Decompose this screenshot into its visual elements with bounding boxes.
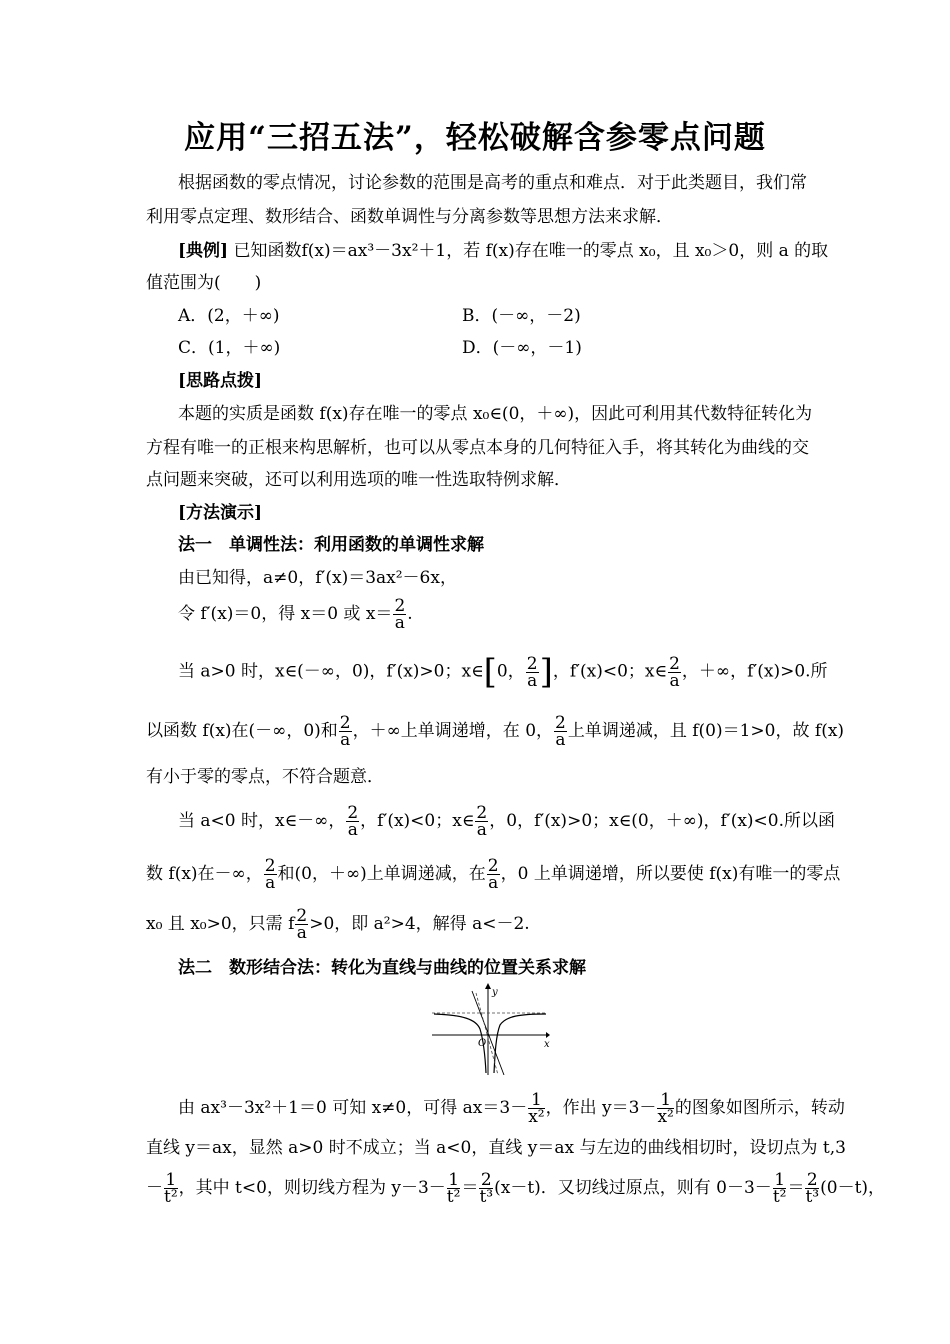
y-axis-label: y xyxy=(492,987,498,998)
demo-heading: [方法演示] xyxy=(178,503,263,523)
method-2-line-2: 直线 y＝ax，显然 a>0 时不成立；当 a<0，直线 y＝ax 与左边的曲线相切时，设切点为 t,3 xyxy=(146,1138,846,1158)
fraction-2-over-a: $\frac{2}{a}$ xyxy=(394,596,406,633)
page-title: 应用“三招五法”，轻松破解含参零点问题 xyxy=(184,120,766,156)
hint-line-3: 点问题来突破，还可以利用选项的唯一性选取特例求解． xyxy=(146,470,571,490)
method-2-line-3: － $\frac{1}{\text{t²}}$ ，其中 t<0，则切线方程为 y－3－ $\frac{1}{\text{t²}}$ ＝ $\frac{2}{\text{t³}}$ (x－t)．又切线过原点，则有 0－3－ $\frac{1}{\text{t²}}$ ＝ $\frac{2}{\text{t³}}$ (0－t)， xyxy=(146,1170,886,1207)
hint-line-1: 本题的实质是函数 f(x)存在唯一的零点 x₀∈(0，＋∞)，因此可利用其代数特征转化为 xyxy=(178,404,813,424)
origin-label: O xyxy=(478,1038,487,1049)
rotating-line xyxy=(476,993,498,1075)
method-1-line-2: 令 f′(x)＝0，得 x＝0 或 x＝ $\frac{2}{a}$ . xyxy=(178,596,413,633)
method-1-line-7: 数 f(x)在－∞， $\frac{2}{a}$ 和(0，＋∞)上单调递减，在 $\frac{2}{a}$ ，0 上单调递增，所以要使 f(x)有唯一的零点 xyxy=(146,856,841,893)
hint-heading: [思路点拨] xyxy=(178,371,263,391)
method-1-line-3: 当 a>0 时，x∈(－∞，0)，f′(x)>0；x∈[0， $\frac{2}{a}$ ]，f′(x)<0；x∈ $\frac{2}{a}$ ，＋∞，f′(x)>0.所 xyxy=(178,652,828,692)
y-axis-arrow xyxy=(485,983,491,989)
curve-right xyxy=(494,1014,546,1073)
method-2-title: 法二 数形结合法：转化为直线与曲线的位置关系求解 xyxy=(178,958,586,978)
x-axis-arrow xyxy=(546,1032,550,1038)
method-1-line-6: 当 a<0 时，x∈－∞， $\frac{2}{a}$ ，f′(x)<0；x∈ $\frac{2}{a}$ ，0，f′(x)>0；x∈(0，＋∞)，f′(x)<0.所以函 xyxy=(178,803,836,840)
intro-line-1: 根据函数的零点情况，讨论参数的范围是高考的重点和难点．对于此类题目，我们常 xyxy=(178,173,807,193)
example-tag: [典例] xyxy=(178,241,229,261)
example-line-1: [典例] 已知函数f(x)＝ax³－3x²＋1，若 f(x)存在唯一的零点 x₀，且 x₀＞0，则 a 的取 xyxy=(178,241,829,261)
option-d: D．(－∞，－1) xyxy=(462,338,582,358)
method-2-line-1: 由 ax³－3x²＋1＝0 可知 x≠0，可得 ax＝3－ $\frac{1}{\text{x²}}$ ，作出 y＝3－ $\frac{1}{\text{x²}}$ 的图象如图所示，转动 xyxy=(178,1090,845,1127)
option-a: A．(2，＋∞) xyxy=(178,306,280,326)
example-line-2: 值范围为( ) xyxy=(146,273,262,293)
option-c: C．(1，＋∞) xyxy=(178,338,281,358)
method-1-line-4: 以函数 f(x)在(－∞，0)和 $\frac{2}{a}$ ，＋∞上单调递增，在 0， $\frac{2}{a}$ 上单调递减，且 f(0)＝1>0，故 f(x) xyxy=(146,713,845,750)
function-graph xyxy=(432,983,550,1075)
method-1-line-5: 有小于零的零点，不符合题意． xyxy=(146,767,384,787)
method-1-line-1: 由已知得，a≠0，f′(x)＝3ax²－6x， xyxy=(178,568,457,588)
option-b: B．(－∞，－2) xyxy=(462,306,581,326)
x-axis-label: x xyxy=(544,1039,550,1050)
method-1-line-8: x₀ 且 x₀>0，只需 f $\frac{2}{a}$ >0，即 a²>4，解得 a<－2. xyxy=(146,906,530,943)
intro-line-2: 利用零点定理、数形结合、函数单调性与分离参数等思想方法来求解． xyxy=(146,207,673,227)
method-1-title: 法一 单调性法：利用函数的单调性求解 xyxy=(178,535,484,555)
hint-line-2: 方程有唯一的正根来构思解析，也可以从零点本身的几何特征入手，将其转化为曲线的交 xyxy=(146,438,809,458)
